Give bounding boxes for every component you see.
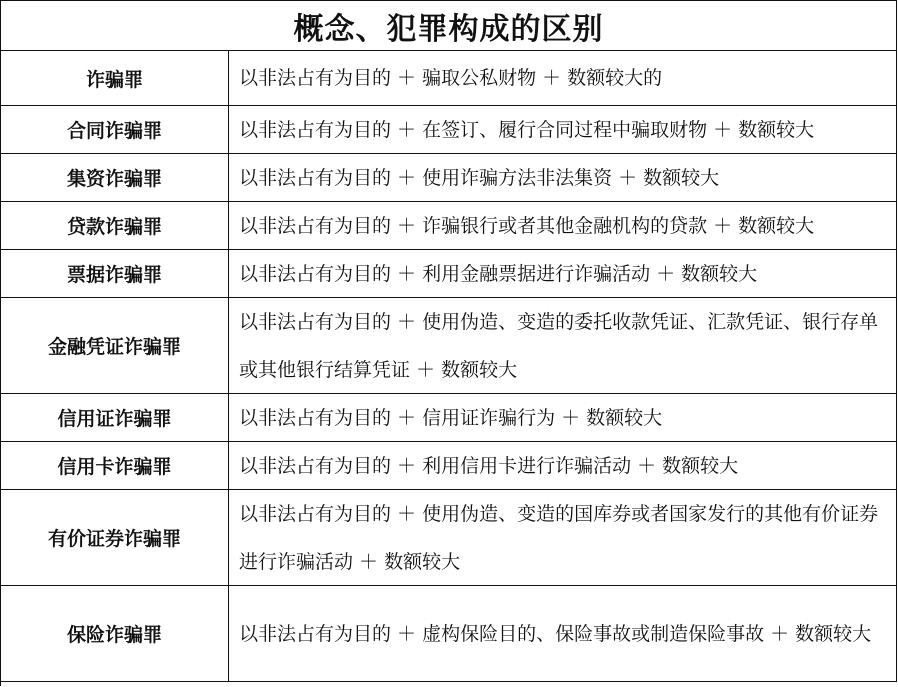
crime-definition: 以非法占有为目的 ＋ 使用伪造、变造的国库券或者国家发行的其他有价证券进行诈骗活动 ＋ 数额较大 [229, 490, 897, 586]
crime-name: 信用卡诈骗罪 [1, 442, 229, 490]
table-row [1, 490, 897, 586]
crime-name: 诈骗罪 [1, 51, 229, 106]
crime-definition: 以非法占有为目的 ＋ 虚构保险目的、保险事故或制造保险事故 ＋ 数额较大 [229, 586, 897, 682]
crime-name: 有价证券诈骗罪 [1, 490, 229, 586]
crime-definition: 以非法占有为目的 ＋ 信用证诈骗行为 ＋ 数额较大 [229, 394, 897, 442]
crime-definition: 以非法占有为目的 ＋ 使用伪造、变造的委托收款凭证、汇款凭证、银行存单或其他银行结算凭证 ＋ 数额较大 [229, 298, 897, 394]
crime-name: 保险诈骗罪 [1, 586, 229, 682]
table-title: 概念、犯罪构成的区别 [1, 1, 897, 51]
crime-definition: 以非法占有为目的 ＋ 骗取公私财物 ＋ 数额较大的 [229, 51, 897, 106]
crime-definition: 以非法占有为目的 ＋ 利用金融票据进行诈骗活动 ＋ 数额较大 [229, 250, 897, 298]
crime-name: 信用证诈骗罪 [1, 394, 229, 442]
crime-name: 金融凭证诈骗罪 [1, 298, 229, 394]
table-row [1, 202, 897, 250]
table-row [1, 154, 897, 202]
crime-definition: 以非法占有为目的 ＋ 利用信用卡进行诈骗活动 ＋ 数额较大 [229, 442, 897, 490]
crime-definition: 以非法占有为目的 ＋ 诈骗银行或者其他金融机构的贷款 ＋ 数额较大 [229, 202, 897, 250]
crime-name: 集资诈骗罪 [1, 154, 229, 202]
table-row [1, 394, 897, 442]
table-row [1, 106, 897, 154]
table-row [1, 51, 897, 106]
table-row [1, 442, 897, 490]
table-row [1, 250, 897, 298]
table-row [1, 586, 897, 682]
crime-name: 贷款诈骗罪 [1, 202, 229, 250]
crime-name: 合同诈骗罪 [1, 106, 229, 154]
table-row [1, 298, 897, 394]
crime-name: 票据诈骗罪 [1, 250, 229, 298]
crime-definition: 以非法占有为目的 ＋ 在签订、履行合同过程中骗取财物 ＋ 数额较大 [229, 106, 897, 154]
crime-definition: 以非法占有为目的 ＋ 使用诈骗方法非法集资 ＋ 数额较大 [229, 154, 897, 202]
